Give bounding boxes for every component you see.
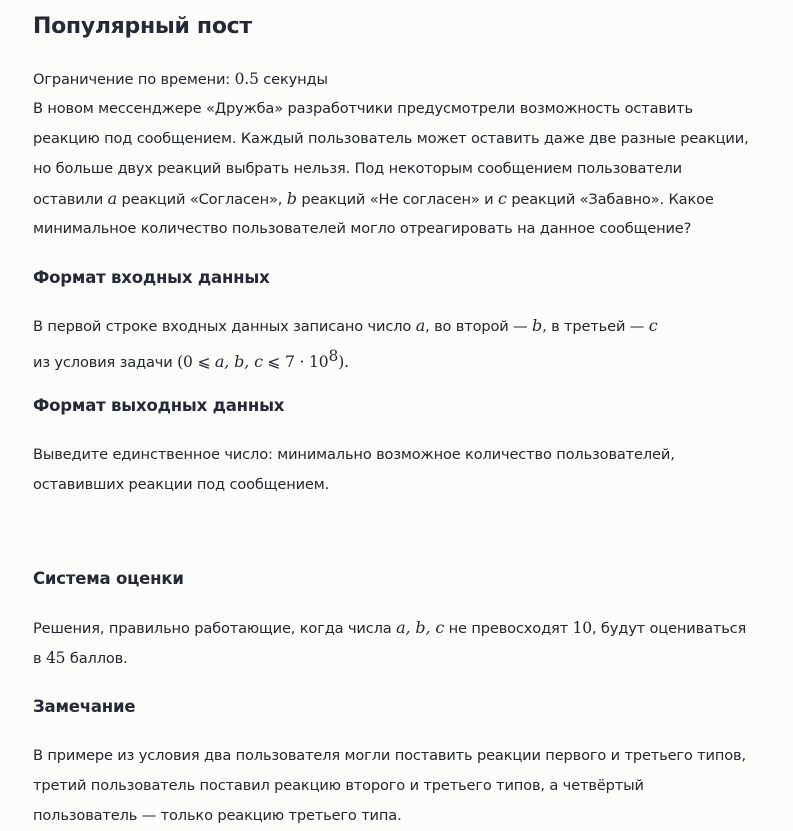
note-line: пользователь — только реакцию третьего типа. (33, 807, 402, 824)
text: реакций «Забавно». Какое (511, 191, 714, 208)
text: из условия задачи (33, 353, 173, 371)
statement-line: реакцию под сообщением. Каждый пользователь может оставить даже две разные реакции, (33, 130, 749, 147)
output-format-line: оставивших реакции под сообщением. (33, 476, 330, 493)
note-line: третий пользователь поставил реакцию второго и третьего типов, а четвёртый (33, 777, 644, 794)
page-title: Популярный пост (33, 14, 252, 39)
statement-line: В новом мессенджере «Дружба» разработчики предусмотрели возможность оставить (33, 100, 693, 117)
input-format-line (33, 341, 763, 378)
input-format-heading: Формат входных данных (33, 268, 270, 287)
note-heading: Замечание (33, 697, 136, 716)
text: в (33, 650, 42, 667)
time-limit (33, 64, 763, 95)
math-constraint: ). (338, 352, 349, 371)
math-points: 45 (45, 649, 66, 667)
time-limit-label: Ограничение по времени: (33, 71, 231, 88)
math-var-b: b (532, 316, 543, 335)
math-var-a: a (107, 189, 117, 208)
scoring-line (33, 613, 763, 644)
output-format-heading: Формат выходных данных (33, 396, 285, 415)
text: оставили (33, 191, 104, 208)
text: не превосходят (448, 620, 568, 637)
statement-line: но больше двух реакций выбрать нельзя. Под некоторым сообщением пользователи (33, 160, 682, 177)
text: баллов. (69, 650, 128, 667)
scoring-heading: Система оценки (33, 569, 184, 588)
text: реакций «Согласен», (121, 191, 283, 208)
text: , будут оцениваться (591, 620, 747, 637)
math-vars: a, b, c (396, 618, 445, 637)
scoring-line (33, 643, 763, 674)
math-limit: 10 (572, 619, 592, 637)
text: , в третьей — (542, 318, 645, 335)
math-constraint: (0 ⩽ (177, 352, 211, 371)
text: В первой строке входных данных записано число (33, 318, 412, 335)
text: реакций «Не согласен» и (301, 191, 494, 208)
math-var-b: b (286, 189, 297, 208)
text: Решения, правильно работающие, когда числа (33, 620, 392, 637)
time-limit-unit: секунды (263, 71, 328, 88)
math-var-c: c (498, 189, 507, 208)
statement-line: минимальное количество пользователей могло отреагировать на данное сообщение? (33, 220, 692, 237)
note-line: В примере из условия два пользователя могли поставить реакции первого и третьего типов, (33, 747, 746, 764)
math-var-a: a (415, 316, 426, 335)
output-format-line: Выведите единственное число: минимально возможное количество пользователей, (33, 446, 675, 463)
input-format-line (33, 311, 763, 342)
math-vars: a, b, c (214, 351, 263, 371)
statement-line (33, 184, 763, 215)
time-limit-value: 0.5 (234, 70, 259, 88)
math-var-c: c (648, 316, 658, 335)
math-exponent: 8 (328, 347, 339, 365)
math-constraint: ⩽ 7 · 10 (267, 352, 329, 371)
text: , во второй — (425, 318, 528, 335)
